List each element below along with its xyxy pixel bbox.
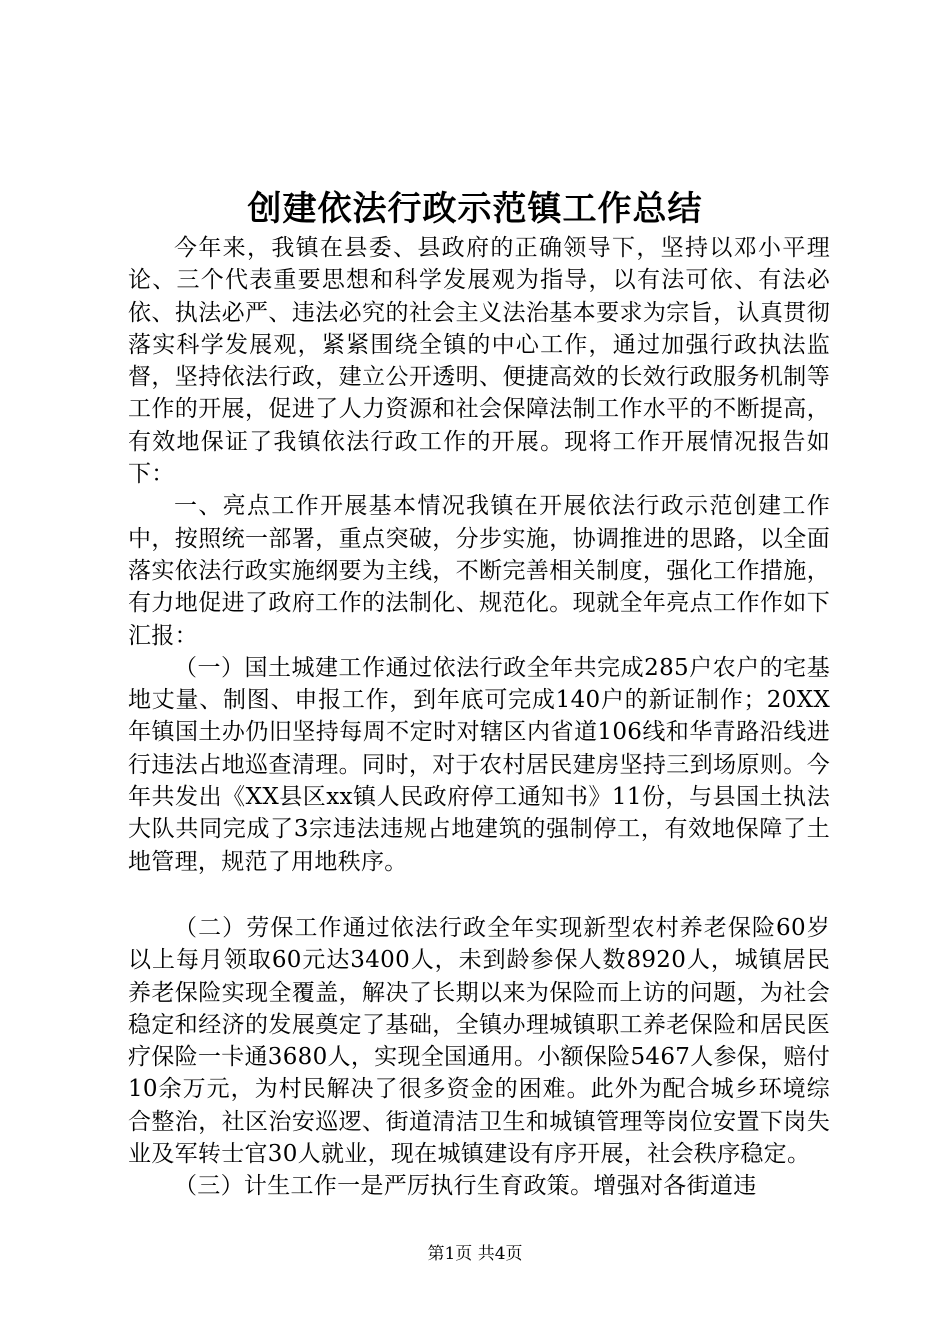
paragraph-intro: 今年来，我镇在县委、县政府的正确领导下，坚持以邓小平理论、三个代表重要思想和科学发展观为指导，以有法可依、有法必依、执法必严、违法必究的社会主义法治基本要求为宗旨，认真贯彻落实科学发展观，紧紧围绕全镇的中心工作，通过加强行政执法监督，坚持依法行政，建立公开透明、便捷高效的长效行政服务机制等工作的开展，促进了人力资源和社会保障法制工作水平的不断提高，有效地保证了我镇依法行政工作的开展。现将工作开展情况报告如下： bbox=[128, 235, 830, 488]
paragraph-highlights: 一、亮点工作开展基本情况我镇在开展依法行政示范创建工作中，按照统一部署，重点突破，分步实施，协调推进的思路，以全面落实依法行政实施纲要为主线，不断完善相关制度，强化工作措施，有力地促进了政府工作的法制化、规范化。现就全年亮点工作作如下汇报： bbox=[128, 493, 830, 649]
paragraph-family-planning: （三）计生工作一是严厉执行生育政策。增强对各街道违 bbox=[174, 1173, 757, 1200]
paragraph-labor-insurance: （二）劳保工作通过依法行政全年实现新型农村养老保险60岁以上每月领取60元达3400人，未到龄参保人数8920人，城镇居民养老保险实现全覆盖，解决了长期以来为保险而上访的问题，为社会稳定和经济的发展奠定了基础，全镇办理城镇职工养老保险和居民医疗保险一卡通3680人，实现全国通用。小额保险5467人参保，赔付10余万元，为村民解决了很多资金的困难。此外为配合城乡环境综合整治，社区治安巡逻、街道清洁卫生和城镇管理等岗位安置下岗失业及军转士官30人就业，现在城镇建设有序开展，社会秩序稳定。 bbox=[128, 914, 830, 1168]
document-title: 创建依法行政示范镇工作总结 bbox=[247, 189, 703, 229]
paragraph-land-construction: （一）国土城建工作通过依法行政全年共完成285户农户的宅基地丈量、制图、申报工作，到年底可完成140户的新证制作；20XX年镇国土办仍旧坚持每周不定时对辖区内省道106线和华青路沿线进行违法占地巡查清理。同时，对于农村居民建房坚持三到场原则。今年共发出《XX县区xx镇人民政府停工通知书》11份，与县国土执法大队共同完成了3宗违法违规占地建筑的强制停工，有效地保障了土地管理，规范了用地秩序。 bbox=[128, 654, 830, 875]
page-number-footer: 第1页 共4页 bbox=[427, 1244, 523, 1264]
document-body bbox=[128, 232, 830, 1203]
